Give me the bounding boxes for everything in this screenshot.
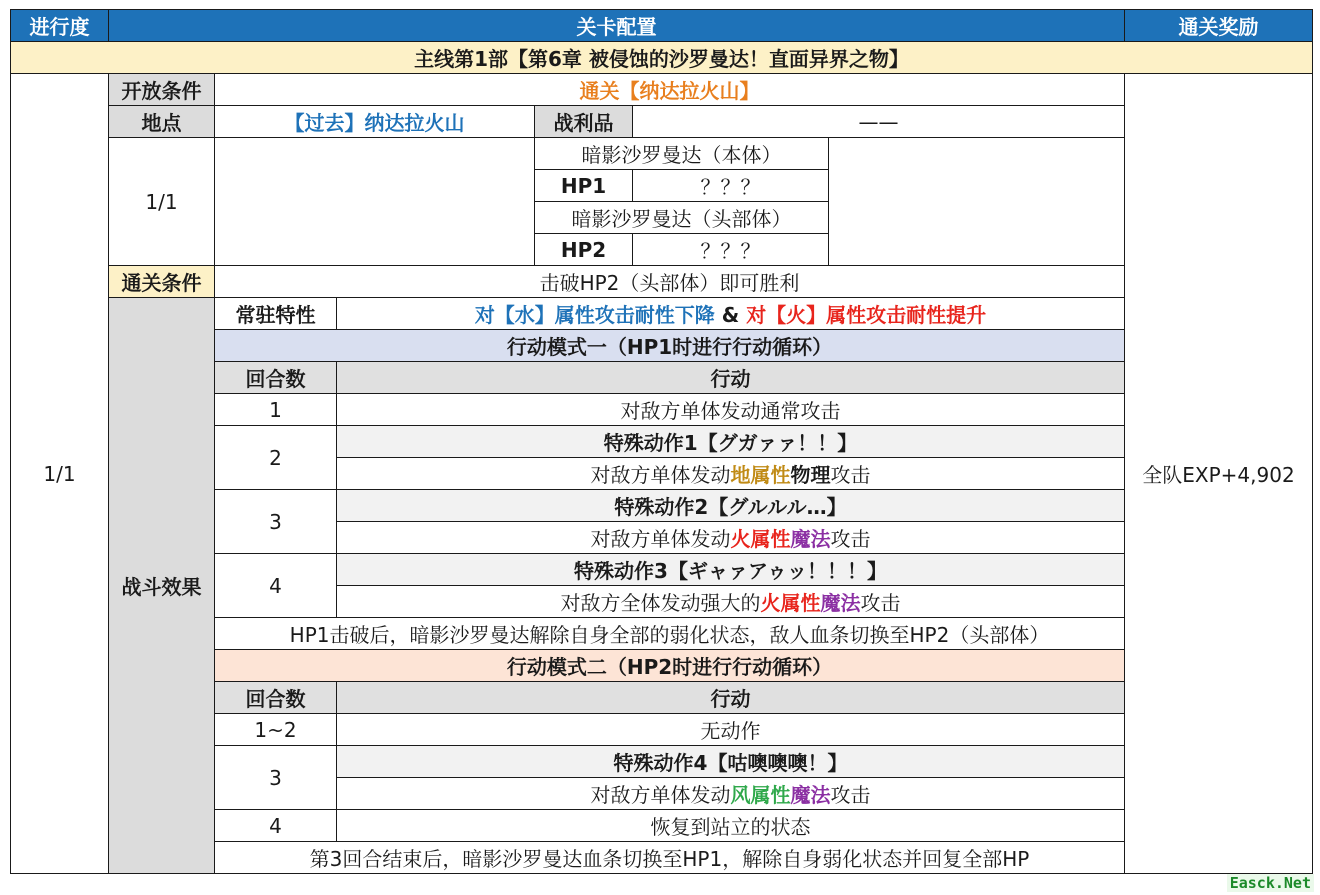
stage-config-table (10, 9, 1313, 874)
clear-condition-label: 通关条件 (109, 266, 215, 298)
location-value (215, 106, 535, 138)
progress-value: 1/1 (11, 74, 109, 874)
mode1-action-3-elem: 火属性 (730, 527, 791, 551)
mode2-action-header: 行动 (337, 682, 1125, 714)
enemy-name-1: 暗影沙罗曼达（本体） (535, 138, 829, 170)
mode1-action-2-elem: 地属性 (730, 463, 791, 487)
mode1-turn-1: 1 (215, 394, 337, 426)
mode1-skill-2: 特殊动作1【グガァァ！！】 (337, 426, 1125, 458)
mode1-action-3-post: 攻击 (830, 527, 871, 551)
mode1-action-2-pre: 对敌方单体发动 (590, 463, 731, 487)
mode2-turn-4: 4 (215, 810, 337, 842)
header-config: 关卡配置 (109, 10, 1125, 42)
mode2-note: 第3回合结束后，暗影沙罗曼达血条切换至HP1，解除自身弱化状态并回复全部HP (215, 842, 1125, 874)
mode1-action-2 (337, 458, 1125, 490)
mode1-note: HP1击破后，暗影沙罗曼达解除自身全部的弱化状态，敌人血条切换至HP2（头部体） (215, 618, 1125, 650)
mode1-action-header: 行动 (337, 362, 1125, 394)
reward-value: 全队EXP+4,902 (1125, 74, 1313, 874)
mode2-action-3-type: 魔法 (790, 783, 831, 807)
trait-fire: 对【火】属性攻击耐性提升 (746, 303, 987, 327)
mode1-turn-3: 3 (215, 490, 337, 554)
trait-label: 常驻特性 (215, 298, 337, 330)
mode2-turn-1: 1~2 (215, 714, 337, 746)
hp1-label: HP1 (535, 170, 633, 202)
mode2-action-3 (337, 778, 1125, 810)
header-reward: 通关奖励 (1125, 10, 1313, 42)
mode1-action-4-elem: 火属性 (760, 591, 821, 615)
mode1-action-2-type: 物理 (790, 463, 831, 487)
open-condition-text: 通关【纳达拉火山】 (579, 79, 760, 103)
trait-sep: & (714, 303, 747, 327)
mode2-skill-3: 特殊动作4【咕噢噢噢！】 (337, 746, 1125, 778)
location-label: 地点 (109, 106, 215, 138)
mode2-action-1: 无动作 (337, 714, 1125, 746)
mode1-action-4-pre: 对敌方全体发动强大的 (560, 591, 761, 615)
mode1-skill-4: 特殊动作3【ギャァアゥッ！！！】 (337, 554, 1125, 586)
mode1-action-4-type: 魔法 (820, 591, 861, 615)
mode1-action-1: 对敌方单体发动通常攻击 (337, 394, 1125, 426)
loot-label: 战利品 (535, 106, 633, 138)
mode2-action-4: 恢复到站立的状态 (337, 810, 1125, 842)
battle-effect-label: 战斗效果 (109, 298, 215, 874)
mode2-action-3-pre: 对敌方单体发动 (590, 783, 731, 807)
mode1-title: 行动模式一（HP1时进行行动循环） (215, 330, 1125, 362)
mode2-turn-3: 3 (215, 746, 337, 810)
hp2-value: ？？？ (633, 234, 829, 266)
mode1-action-3-pre: 对敌方单体发动 (590, 527, 731, 551)
watermark: Easck.Net (1227, 874, 1314, 892)
mode1-action-4-post: 攻击 (860, 591, 901, 615)
trait-value (337, 298, 1125, 330)
header-progress: 进行度 (11, 10, 109, 42)
trait-water: 对【水】属性攻击耐性下降 (474, 303, 715, 327)
location-text: 【过去】纳达拉火山 (284, 111, 465, 135)
chapter-title: 主线第1部【第6章 被侵蚀的沙罗曼达！直面异界之物】 (11, 42, 1313, 74)
mode2-action-3-elem: 风属性 (730, 783, 791, 807)
loot-value: —— (633, 106, 1125, 138)
clear-condition-value: 击破HP2（头部体）即可胜利 (215, 266, 1125, 298)
hp2-label: HP2 (535, 234, 633, 266)
enemy-blank (829, 138, 1125, 266)
open-condition-label: 开放条件 (109, 74, 215, 106)
hp1-value: ？？？ (633, 170, 829, 202)
mode1-turn-4: 4 (215, 554, 337, 618)
mode1-action-2-post: 攻击 (830, 463, 871, 487)
enemy-name-2: 暗影沙罗曼达（头部体） (535, 202, 829, 234)
mode1-action-4 (337, 586, 1125, 618)
mode2-action-3-post: 攻击 (830, 783, 871, 807)
mode1-turn-2: 2 (215, 426, 337, 490)
mode1-action-3-type: 魔法 (790, 527, 831, 551)
open-condition-value (215, 74, 1125, 106)
mode1-turn-header: 回合数 (215, 362, 337, 394)
wave-value: 1/1 (109, 138, 215, 266)
mode2-title: 行动模式二（HP2时进行行动循环） (215, 650, 1125, 682)
mode1-skill-3: 特殊动作2【グルルル…】 (337, 490, 1125, 522)
mode1-action-3 (337, 522, 1125, 554)
wave-blank (215, 138, 535, 266)
mode2-turn-header: 回合数 (215, 682, 337, 714)
